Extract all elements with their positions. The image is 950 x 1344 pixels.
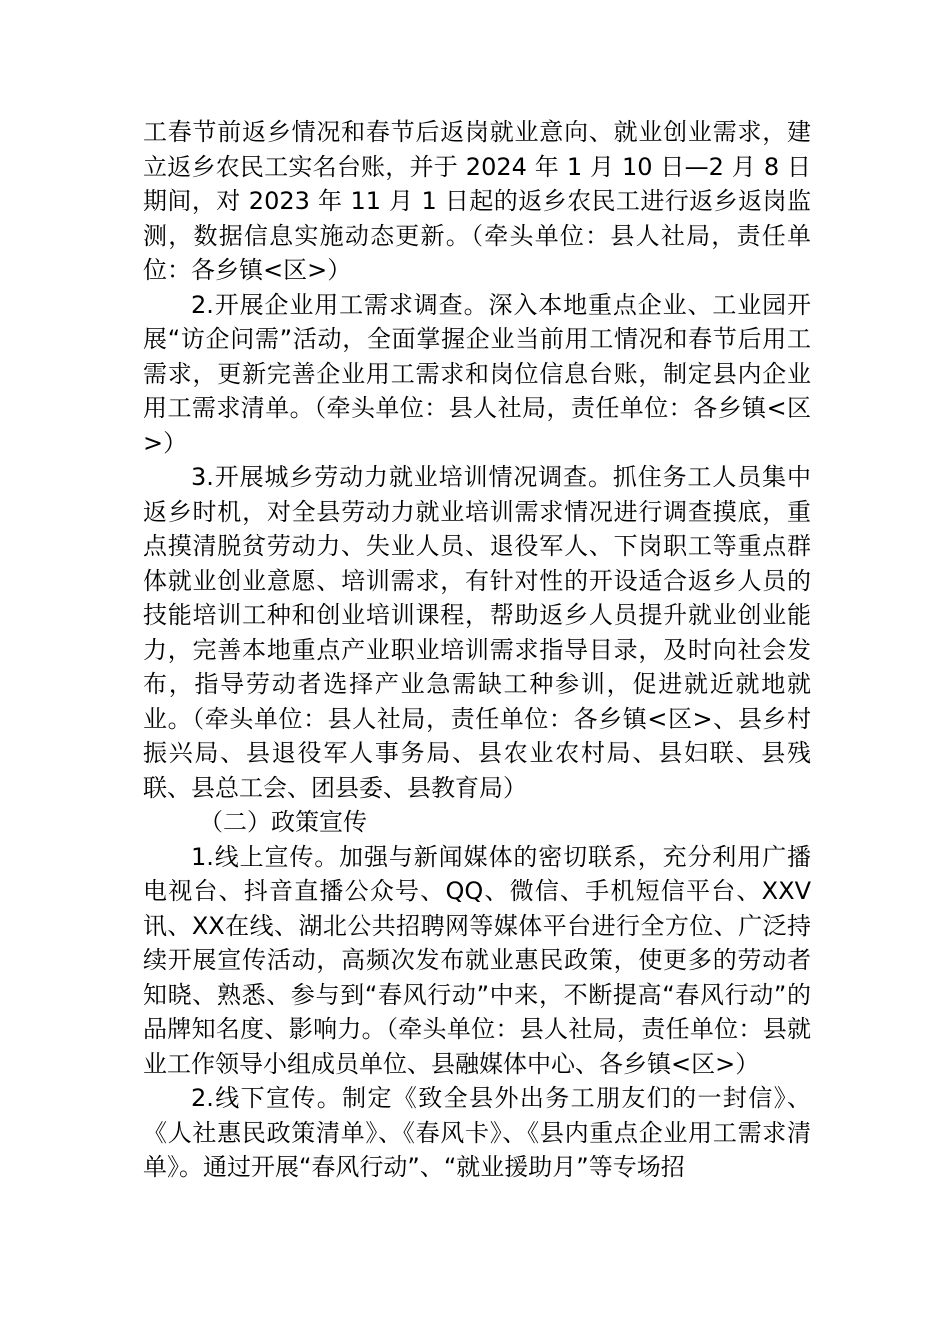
paragraph-online-publicity: 1.线上宣传。加强与新闻媒体的密切联系，充分利用广播电视台、抖音直播公众号、QQ、微信、手机短信平台、XXV讯、XX在线、湖北公共招聘网等媒体平台进行全方位、广泛持续开展宣传活动，高频次发布就业惠民政策，使更多的劳动者知晓、熟悉、参与到“春风行动”中来，不断提高“春风行动”的品牌知名度、影响力。（牵头单位：县人社局，责任单位：县就业工作领导小组成员单位、县融媒体中心、各乡镇<区>） [143, 842, 811, 1078]
paragraph-continuation: 工春节前返乡情况和春节后返岗就业意向、就业创业需求，建立返乡农民工实名台账，并于 2024 年 1 月 10 日—2 月 8 日期间，对 2023 年 11 月 1 日起的返乡农民工进行返乡返岗监测，数据信息实施动态更新。（牵头单位：县人社局，责任单位：各乡镇<区>） [143, 118, 811, 284]
paragraph-training-survey: 3.开展城乡劳动力就业培训情况调查。抓住务工人员集中返乡时机，对全县劳动力就业培训需求情况进行调查摸底，重点摸清脱贫劳动力、失业人员、退役军人、下岗职工等重点群体就业创业意愿、培训需求，有针对性的开设适合返乡人员的技能培训工种和创业培训课程，帮助返乡人员提升就业创业能力，完善本地重点产业职业培训需求指导目录，及时向社会发布，指导劳动者选择产业急需缺工种参训，促进就近就地就业。（牵头单位：县人社局，责任单位：各乡镇<区>、县乡村振兴局、县退役军人事务局、县农业农村局、县妇联、县残联、县总工会、团县委、县教育局） [143, 463, 811, 802]
document-body [143, 115, 811, 1185]
paragraph-offline-publicity: 2.线下宣传。制定《致全县外出务工朋友们的一封信》、《人社惠民政策清单》、《春风卡》、《县内重点企业用工需求清单》。通过开展“春风行动”、“就业援助月”等专场招 [143, 1084, 811, 1181]
paragraph-enterprise-survey: 2.开展企业用工需求调查。深入本地重点企业、工业园开展“访企问需”活动，全面掌握企业当前用工情况和春节后用工需求，更新完善企业用工需求和岗位信息台账，制定县内企业用工需求清单。（牵头单位：县人社局，责任单位：各乡镇<区>） [143, 290, 811, 457]
section-heading-policy: （二）政策宣传 [199, 808, 367, 836]
